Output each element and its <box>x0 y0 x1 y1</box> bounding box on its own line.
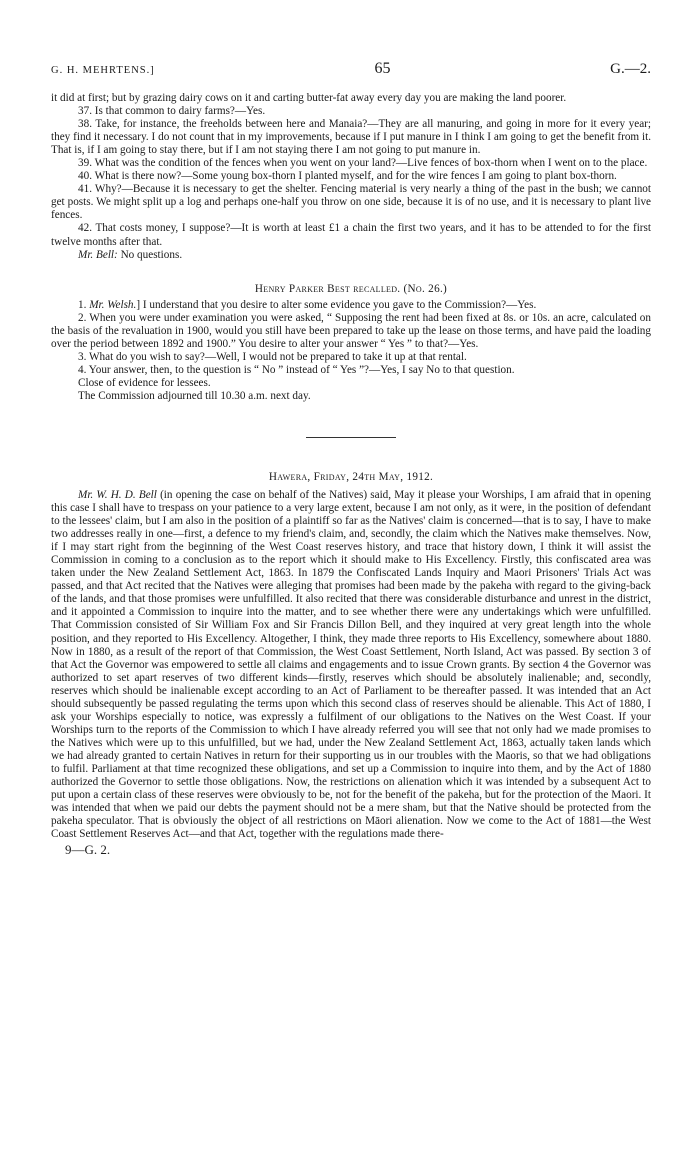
address-text: (in opening the case on behalf of the Natives) said, May it please your Worships, I am afraid that in opening this case I shall have to trespass on your patience to a very large extent, because I am not only, as it were, in the position of defendant to the lessees' claim, but I am also in the position of a plaintiff so far as the Natives' claim is concerned—that is to say, I have to make two addresses really in one—first, a defence to my friend's claim, and, secondly, the claim which the Natives make themselves. Now, if I may start right from the beginning of the West Coast reserves history, and trace that history down, I think it will assist the Commission in coming to a conclusion as to the report which it should make to His Excellency. Firstly, this confiscated area was taken under the New Zealand Settlement Act, 1863. In 1879 the Confiscated Lands Inquiry and Maori Prisoners' Trials Act was passed, and that Act recited that the Natives were alleging that promises had been made by the pakeha with regard to the giving-back of the lands, and that those promises were unfulfilled. It also recited that there was considerable disturbance and unrest in the district, and it appointed a Commission to inquire into the matter, and to see whether there were any undertakings which were unfulfilled. That Commission consisted of Sir William Fox and Sir Francis Dillon Bell, and they inquired at very great length into the whole position, and they reported to His Excellency. Altogether, I think, they made three reports to His Excellency, somewhere about 1880. Now in 1880, as a result of the report of that Commission, the West Coast Settlement, North Island, Act was passed. By section 3 of that Act the Governor was empowered to settle all claims and engagements and to issue Crown grants. By section 4 the Governor was authorized to set apart reserves of two different kinds—firstly, reserves which should be absolutely inalienable; and, secondly, reserves which should be inalienable except according to an Act of Parliament to be thereafter passed. It was intended that an Act should subsequently be passed regulating the terms upon which this second class of reserves should be alienable. This Act of 1880, I ask your Worships especially to notice, was expressly a fulfilment of our obligations to the Natives on the West Coast. If your Worships turn to the reports of the Commission to which I have already referred you will see that not only had we made promises to the Natives which were up to this unfulfilled, but we had, under the New Zealand Settlement Act, 1863, actually taken lands which we had already granted to certain Natives in return for their supporting us in our troubles with the Maoris, so that we had obligations to fulfil. Parliament at that time recognized these obligations, and set up a Commission to inquire into them, and by the Act of 1880 authorized the Governor to settle those obligations. Now, the restrictions on alienation which it was intended by a subsequent Act to put upon a certain class of these reserves were obviously to be, not for the benefit of the pakeha, but for the protection of the Maori. It was intended that when we paid our debts the payment should not be a mere sham, but that the Native should be protected from the pakeha speculator. That is obviously the object of all restrictions on Māori alienation. Now we come to the Act of 1881—the West Coast Settlement Reserves Act—and that Act, together with the regulations made there- <box>51 488 651 841</box>
witness-heading: Henry Parker Best recalled. (No. 26.) <box>254 282 448 295</box>
question-37: 37. Is that common to dairy farms?—Yes. <box>78 105 266 118</box>
remark-text: No questions. <box>117 248 183 261</box>
document-reference: G.—2. <box>610 61 651 77</box>
question-40: 40. What is there now?—Some young box-thorn I planted myself, and for the wire fences I am going to plant box-thorn. <box>78 170 617 183</box>
speaker-name: Mr. Welsh. <box>89 298 137 311</box>
closing-remark <box>51 249 651 262</box>
header-witness: G. H. MEHRTENS.] <box>51 65 155 76</box>
speaker-name: Mr. Bell: <box>78 248 118 261</box>
opening-address <box>51 489 651 841</box>
speaker-name: Mr. W. H. D. Bell <box>78 488 157 501</box>
page-header <box>51 60 651 78</box>
page-signature: 9—G. 2. <box>65 842 111 858</box>
question-1 <box>51 299 651 312</box>
question-number: 1. <box>78 298 90 311</box>
adjournment-note: The Commission adjourned till 10.30 a.m. next day. <box>78 389 311 402</box>
question-42: 42. That costs money, I suppose?—It is worth at least £1 a chain the first two years, and it has to be attended to for the first twelve months after that. <box>51 222 651 248</box>
question-text: ] I understand that you desire to alter some evidence you gave to the Commission?—Yes. <box>136 298 537 311</box>
question-4: 4. Your answer, then, to the question is “ No ” instead of “ Yes ”?—Yes, I say No to that question. <box>78 363 515 376</box>
paragraph: it did at first; but by grazing dairy cows on it and carting butter-fat away every day you are making the land poorer. <box>51 92 567 104</box>
question-3: 3. What do you wish to say?—Well, I would not be prepared to take it up at that rental. <box>78 350 467 363</box>
question-41: 41. Why?—Because it is necessary to get the shelter. Fencing material is very nearly a thing of the past in the bush; we cannot get posts. We might split up a log and perhaps one-half you throw on one side, because it is of no use, and it is necessary to plant live fences. <box>51 183 651 222</box>
section-divider <box>306 437 396 438</box>
close-of-evidence: Close of evidence for lessees. <box>78 376 211 389</box>
page-number: 65 <box>374 60 391 77</box>
question-39: 39. What was the condition of the fences when you went on your land?—Live fences of box-thorn when I went on to the place. <box>78 157 648 170</box>
question-2: 2. When you were under examination you were asked, “ Supposing the rent had been fixed at 8s. or 10s. an acre, calculated on the basis of the revaluation in 1900, would you still have been prepared to take up the lease on those terms, and have paid the loading over the period between 1892 and 1900.” You desire to alter your answer “ Yes ” to that?—Yes. <box>51 311 651 350</box>
question-38: 38. Take, for instance, the freeholds between here and Manaia?—They are all manuring, and going in more for it every year; they find it necessary. I do not count that in my improvements, because if I put manure in I think I am going to get the benefit from it. That is, if I am going to stay there, but if I am not staying there I am not going to put manure in. <box>51 118 651 157</box>
session-heading: Hawera, Friday, 24th May, 1912. <box>268 470 434 483</box>
